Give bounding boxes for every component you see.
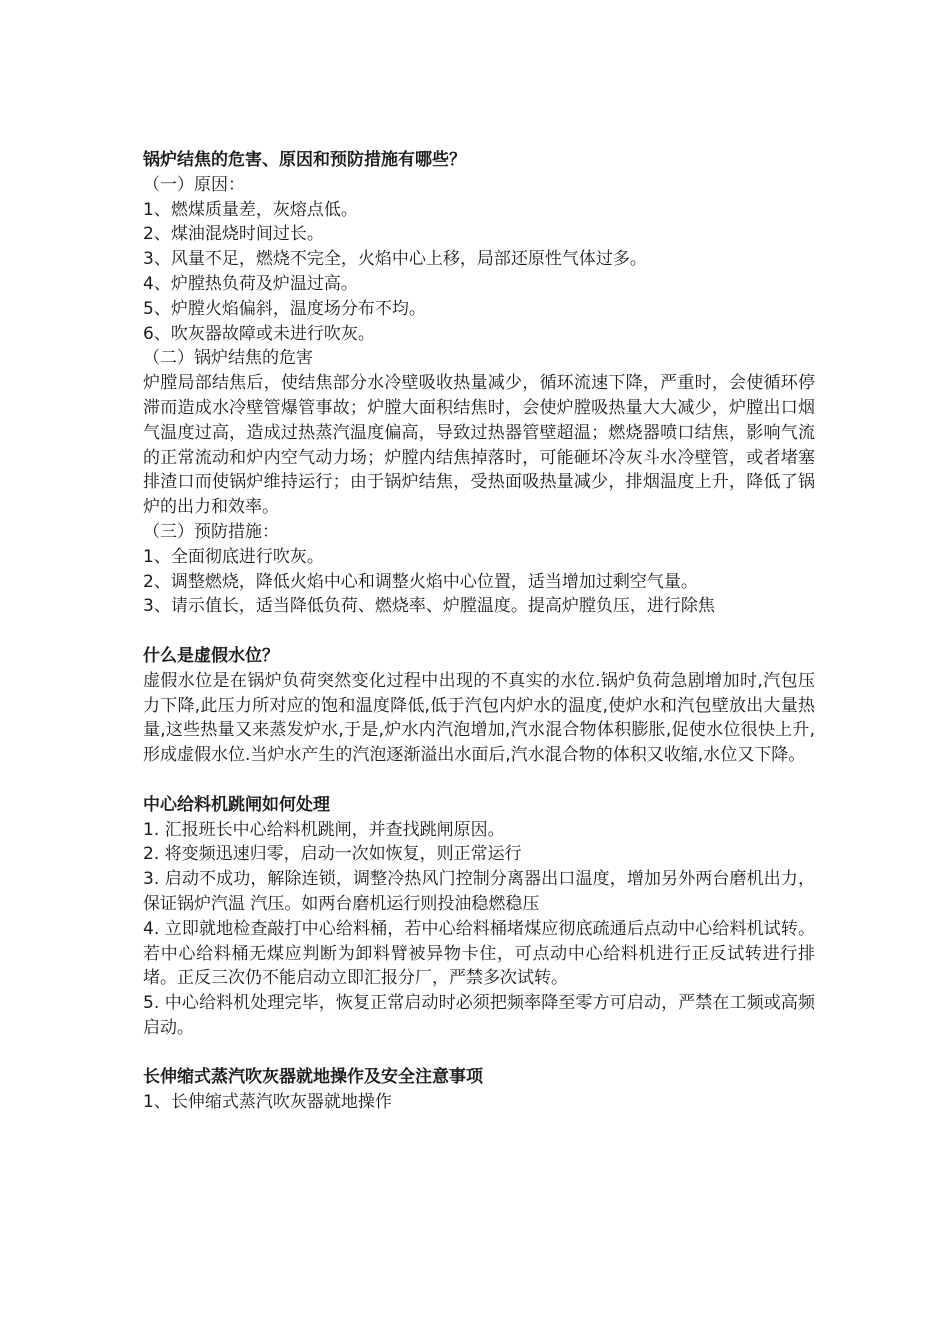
text-paragraph: 炉膛局部结焦后，使结焦部分水冷壁吸收热量减少，循环流速下降，严重时，会使循环停滞而造成水冷壁管爆管事故；炉膛大面积结焦时，会使炉膛吸热量大大减少，炉膛出口烟气温度过高，造成过热蒸汽温度偏高，导致过热器管壁超温；燃烧器喷口结焦，影响气流的正常流动和炉内空气动力场；炉膛内结焦掉落时，可能砸坏冷灰斗水冷壁管，或者堵塞排渣口而使锅炉维持运行；由于锅炉结焦，受热面吸热量减少，排烟温度上升，降低了锅炉的出力和效率。 — [143, 373, 815, 518]
section-title: 长伸缩式蒸汽吹灰器就地操作及安全注意事项 — [143, 1067, 483, 1088]
section-false-water-level — [143, 644, 815, 768]
section-gap — [143, 619, 815, 644]
section-title: 锅炉结焦的危害、原因和预防措施有哪些？ — [143, 150, 466, 170]
text-line: 1、长伸缩式蒸汽吹灰器就地操作 — [143, 1092, 392, 1113]
text-line: 3、风量不足，燃烧不完全，火焰中心上移，局部还原性气体过多。 — [143, 249, 647, 270]
text-paragraph: 5. 中心给料机处理完毕，恢复正常启动时必须把频率降至零方可启动，严禁在工频或高频启动。 — [143, 993, 815, 1038]
text-paragraph: 3. 启动不成功，解除连锁，调整冷热风门控制分离器出口温度，增加另外两台磨机出力，保证锅炉汽温 汽压。如两台磨机运行则投油稳燃稳压 — [143, 869, 815, 914]
text-line: （一）原因： — [143, 174, 245, 195]
text-line: 1、燃煤质量差，灰熔点低。 — [143, 199, 358, 220]
text-line: 2. 将变频迅速归零，启动一次如恢复，则正常运行 — [143, 844, 522, 865]
section-coking — [143, 148, 815, 619]
text-line: 1. 汇报班长中心给料机跳闸，并查找跳闸原因。 — [143, 819, 505, 840]
text-line: 2、煤油混烧时间过长。 — [143, 224, 324, 245]
text-line: （三）预防措施： — [143, 521, 279, 542]
section-gap — [143, 768, 815, 793]
section-soot-blower — [143, 1065, 815, 1115]
text-line: 1、全面彻底进行吹灰。 — [143, 546, 324, 567]
section-title: 什么是虚假水位？ — [143, 645, 279, 666]
text-paragraph: 虚假水位是在锅炉负荷突然变化过程中出现的不真实的水位.锅炉负荷急剧增加时,汽包压力下降,此压力所对应的饱和温度降低,低于汽包内炉水的温度,使炉水和汽包壁放出大量热量,这些热量又来蒸发炉水,于是,炉水内汽泡增加,汽水混合物体积膨胀,促使水位很快上升,形成虚假水位.当炉水产生的汽泡逐渐溢出水面后,汽水混合物的体积又收缩,水位又下降。 — [143, 670, 815, 766]
text-line: 5、炉膛火焰偏斜，温度场分布不均。 — [143, 298, 426, 319]
text-paragraph: 4. 立即就地检查敲打中心给料桶，若中心给料桶堵煤应彻底疏通后点动中心给料机试转。若中心给料桶无煤应判断为卸料臂被异物卡住，可点动中心给料机进行正反试转进行排堵。正反三次仍不能启动立即汇报分厂，严禁多次试转。 — [143, 918, 815, 989]
text-line: 4、炉膛热负荷及炉温过高。 — [143, 273, 358, 294]
text-paragraph: 3、请示值长，适当降低负荷、燃烧率、炉膛温度。提高炉膛负压，进行除焦 — [143, 596, 715, 617]
document-body — [143, 148, 815, 1115]
text-line: 6、吹灰器故障或未进行吹灰。 — [143, 323, 375, 344]
text-line: 2、调整燃烧，降低火焰中心和调整火焰中心位置，适当增加过剩空气量。 — [143, 571, 698, 592]
section-feeder-trip — [143, 793, 815, 1041]
section-gap — [143, 1041, 815, 1066]
text-line: （二）锅炉结焦的危害 — [143, 348, 313, 369]
section-title: 中心给料机跳闸如何处理 — [143, 794, 330, 815]
